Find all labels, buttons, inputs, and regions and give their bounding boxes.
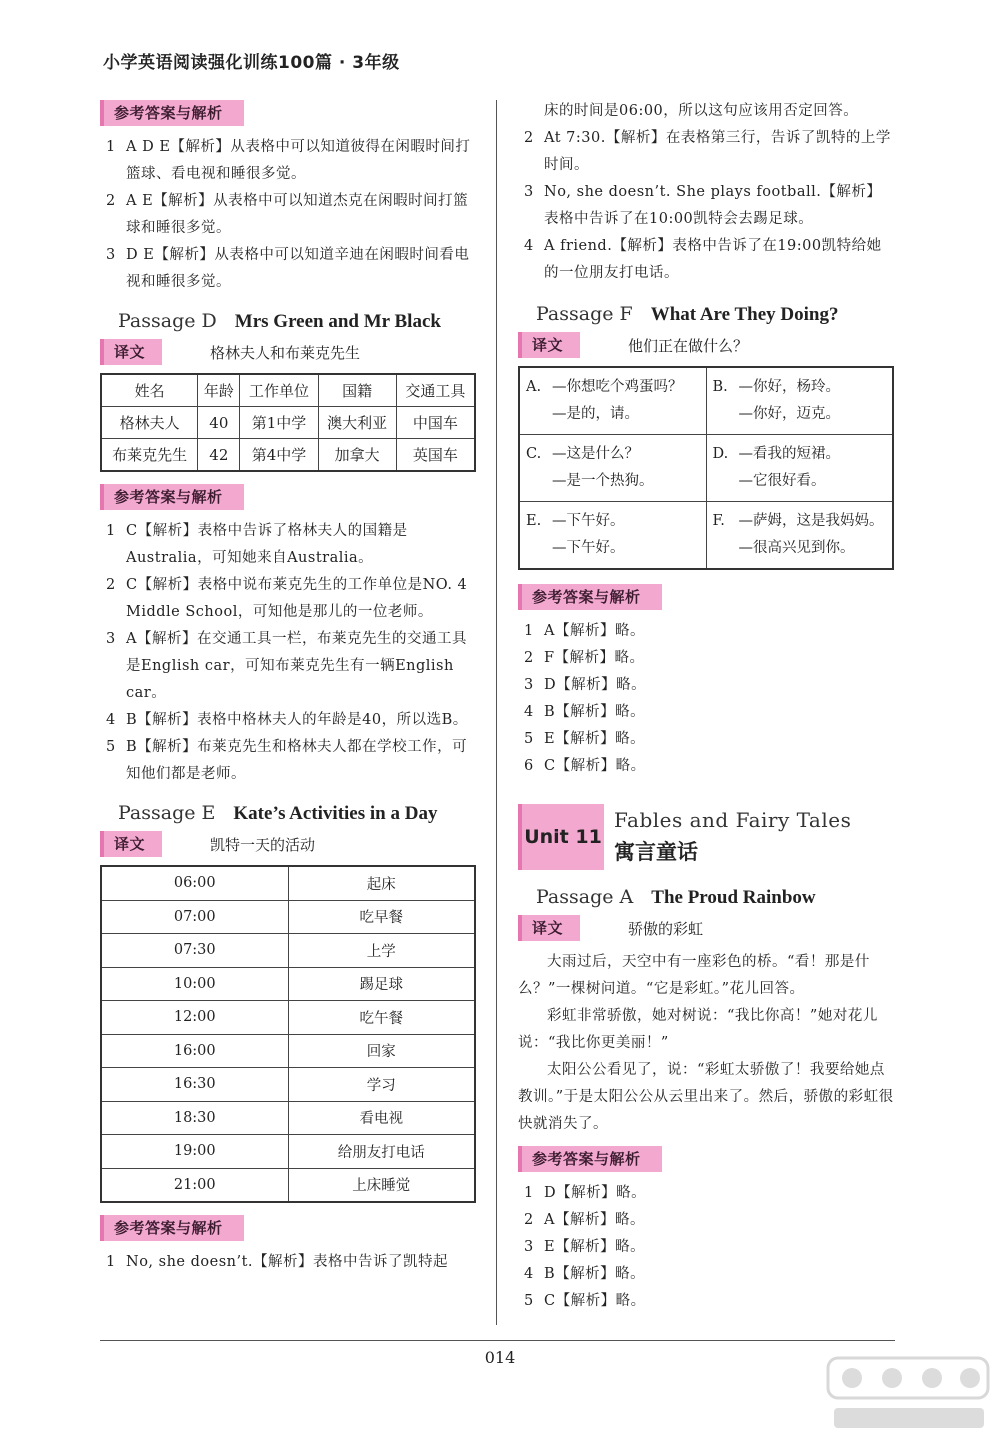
- table-row: 07:30 上学: [101, 934, 475, 968]
- answer-item: 4 A friend.【解析】表格中告诉了在19:00凯特给她的一位朋友打电话。: [524, 238, 882, 281]
- passage-d-translation-header: [100, 339, 478, 365]
- answer-item: 4 B【解析】略。: [524, 1266, 646, 1282]
- answer-item: 5 E【解析】略。: [524, 731, 646, 747]
- answers-section-e: [100, 1215, 478, 1276]
- table-row: 07:00 吃早餐: [101, 900, 475, 934]
- passage-f-title: Passage F What Are They Doing?: [536, 303, 839, 325]
- table-row: 16:00 回家: [101, 1034, 475, 1068]
- answer-item: 6 C【解析】略。: [524, 758, 646, 774]
- table-row: 12:00 吃午餐: [101, 1001, 475, 1035]
- unit-banner: [518, 804, 896, 870]
- answer-item-continued: 床的时间是06:00，所以这句应该用否定回答。: [544, 103, 859, 119]
- answer-item: 3 E【解析】略。: [524, 1239, 646, 1255]
- left-column: [100, 100, 478, 1276]
- page-number: 014: [484, 1348, 516, 1367]
- answer-item: 4 B【解析】表格中格林夫人的年龄是40，所以选B。: [106, 712, 468, 728]
- answer-item: 5 C【解析】略。: [524, 1293, 646, 1309]
- dialog-cell: B. —你好，杨玲。 —你好，迈克。: [706, 367, 893, 435]
- passage-f-translation-header: [518, 332, 896, 358]
- passage-e-schedule-table: [100, 865, 476, 1203]
- answer-item: 3 D【解析】略。: [524, 677, 647, 693]
- table-row: 19:00 给朋友打电话: [101, 1135, 475, 1169]
- footer-divider: [100, 1340, 895, 1341]
- passage-a-title: Passage A The Proud Rainbow: [536, 886, 816, 908]
- watermark-logo: [822, 1352, 994, 1436]
- answer-item: 1 No, she doesn’t.【解析】表格中告诉了凯特起: [106, 1254, 449, 1270]
- passage-a-translation-header: [518, 915, 896, 941]
- unit-label: Unit 11: [518, 804, 604, 870]
- table-row: 10:00 踢足球: [101, 967, 475, 1001]
- table-row: [519, 435, 893, 502]
- answer-item: 3 No, she doesn’t. She plays football.【解析】表格中告诉了在10:00凯特会去踢足球。: [524, 184, 882, 227]
- paragraph: 大雨过后，天空中有一座彩色的桥。“看！那是什么？”一棵树问道。“它是彩虹。”花儿回答。: [518, 954, 870, 997]
- answer-item: 4 B【解析】略。: [524, 704, 646, 720]
- translation-tag: 译文: [100, 831, 162, 857]
- answer-item: 5 B【解析】布莱克先生和格林夫人都在学校工作，可知他们都是老师。: [106, 739, 468, 782]
- table-row: [519, 367, 893, 435]
- dialog-cell: F. —萨姆，这是我妈妈。 —很高兴见到你。: [706, 502, 893, 570]
- table-row: 06:00 起床: [101, 866, 475, 900]
- translation-tag: 译文: [518, 332, 580, 358]
- answers-section-f: [518, 584, 896, 780]
- answer-item: 1 C【解析】表格中告诉了格林夫人的国籍是Australia，可知她来自Australia。: [106, 523, 408, 566]
- answers-section-a: [518, 1146, 896, 1315]
- dialog-cell: D. —看我的短裙。 —它很好看。: [706, 435, 893, 502]
- answer-item: 2 At 7:30.【解析】在表格第三行，告诉了凯特的上学时间。: [524, 130, 891, 173]
- passage-f-dialog-table: [518, 366, 894, 570]
- answer-item: 2 F【解析】略。: [524, 650, 645, 666]
- unit-title-en: Fables and Fairy Tales: [614, 808, 852, 832]
- paragraph: 太阳公公看见了，说：“彩虹太骄傲了！我要给她点教训。”于是太阳公公从云里出来了。然后，骄傲的彩虹很快就消失了。: [518, 1062, 894, 1132]
- passage-e-title: Passage E Kate’s Activities in a Day: [118, 802, 438, 824]
- answers-tag: 参考答案与解析: [100, 484, 244, 510]
- answers-tag: 参考答案与解析: [518, 1146, 662, 1172]
- table-row: [519, 502, 893, 570]
- answer-item: 2 A【解析】略。: [524, 1212, 645, 1228]
- answer-item: 2 A E【解析】从表格中可以知道杰克在闲暇时间打篮球和睡很多觉。: [106, 193, 469, 236]
- unit-title-cn: 寓言童话: [614, 840, 698, 864]
- right-column: [518, 98, 896, 1315]
- passage-d-table: [100, 373, 476, 472]
- table-header-row: 姓名 年龄 工作单位 国籍 交通工具: [101, 374, 475, 407]
- column-divider: [496, 100, 497, 1325]
- dialog-cell: C. —这是什么？ —是一个热狗。: [519, 435, 706, 502]
- passage-d-cn-title: 格林夫人和布莱克先生: [210, 343, 361, 362]
- dialog-cell: A. —你想吃个鸡蛋吗？ —是的，请。: [519, 367, 706, 435]
- passage-e-cn-title: 凯特一天的活动: [210, 835, 316, 854]
- answers-tag: 参考答案与解析: [518, 584, 662, 610]
- answer-item: 1 D【解析】略。: [524, 1185, 647, 1201]
- table-row: 布莱克先生 42 第4中学 加拿大 英国车: [101, 439, 475, 472]
- passage-e-translation-header: [100, 831, 478, 857]
- answers-section-d: [100, 484, 478, 788]
- answer-item: 2 C【解析】表格中说布莱克先生的工作单位是NO. 4 Middle School，可知他是那儿的一位老师。: [106, 577, 468, 620]
- answer-item: 3 D E【解析】从表格中可以知道辛迪在闲暇时间看电视和睡很多觉。: [106, 247, 470, 290]
- passage-a-cn-title: 骄傲的彩虹: [628, 919, 704, 938]
- paragraph: 彩虹非常骄傲，她对树说：“我比你高！”她对花儿说：“我比你更美丽！”: [518, 1008, 878, 1051]
- table-row: 格林夫人 40 第1中学 澳大利亚 中国车: [101, 407, 475, 439]
- table-row: 16:30 学习: [101, 1068, 475, 1102]
- answer-item: 1 A【解析】略。: [524, 623, 645, 639]
- answer-item: 3 A【解析】在交通工具一栏，布莱克先生的交通工具是English car，可知布莱克先生有一辆English car。: [106, 631, 467, 701]
- answer-item: 1 A D E【解析】从表格中可以知道彼得在闲暇时间打篮球、看电视和睡很多觉。: [106, 139, 471, 182]
- unit-titles: [614, 808, 851, 866]
- answers-tag: 参考答案与解析: [100, 100, 244, 126]
- answers-section-c: [100, 100, 478, 296]
- table-row: 21:00 上床睡觉: [101, 1168, 475, 1202]
- translation-tag: 译文: [100, 339, 162, 365]
- passage-f-cn-title: 他们正在做什么？: [628, 336, 749, 355]
- table-row: 18:30 看电视: [101, 1101, 475, 1135]
- answers-tag: 参考答案与解析: [100, 1215, 244, 1241]
- page-header: 小学英语阅读强化训练100篇 · 3年级: [103, 53, 400, 73]
- dialog-cell: E. —下午好。 —下午好。: [519, 502, 706, 570]
- translation-tag: 译文: [518, 915, 580, 941]
- passage-d-title: Passage D Mrs Green and Mr Black: [118, 310, 441, 332]
